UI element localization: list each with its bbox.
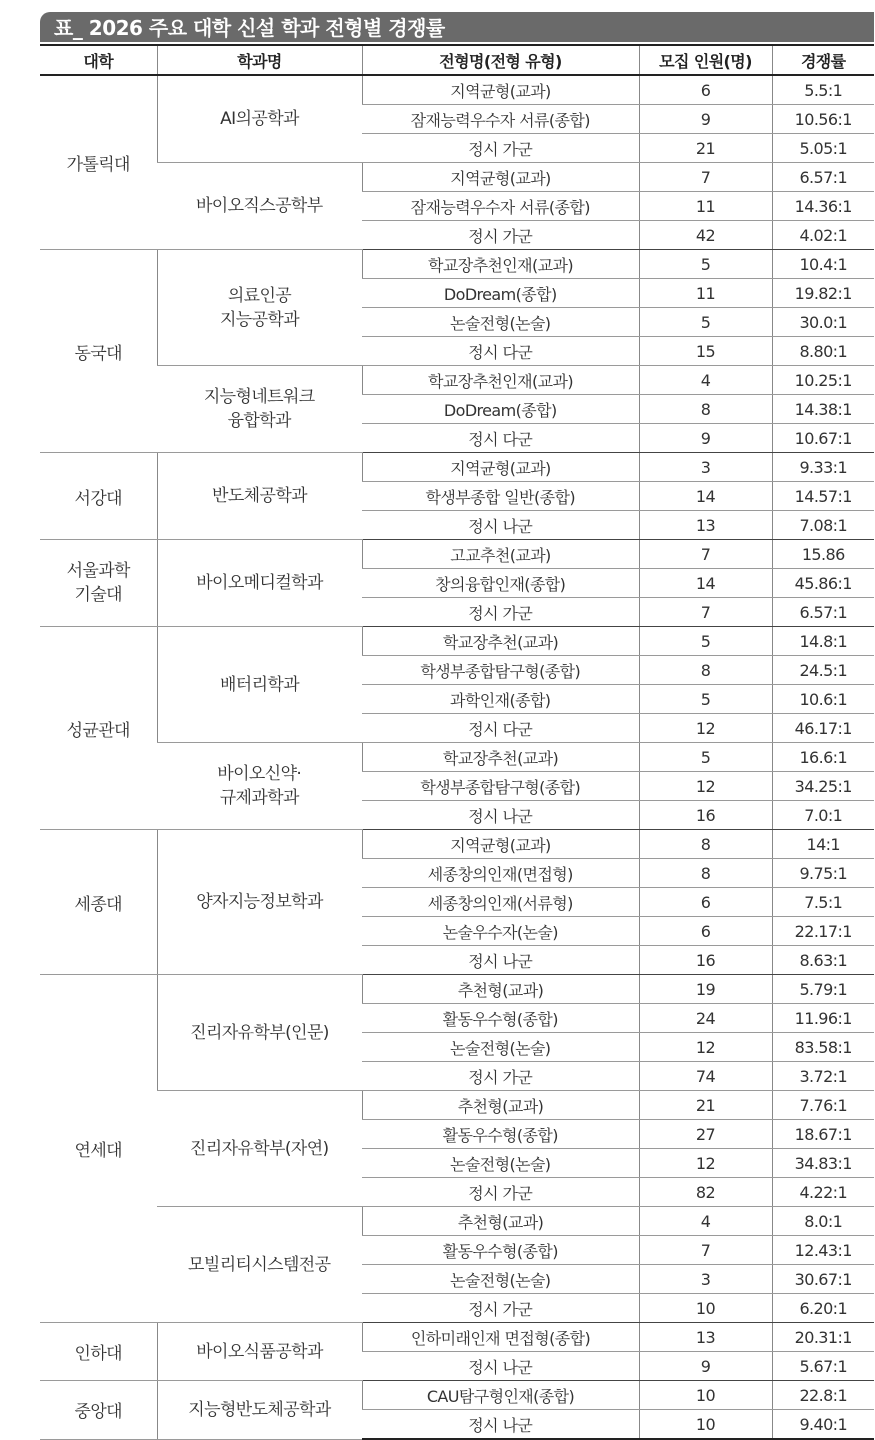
table-row	[40, 163, 874, 192]
quota-cell: 82	[639, 1178, 772, 1207]
quota-cell: 8	[639, 395, 772, 424]
table-row	[40, 975, 874, 1004]
admission-type-cell: 논술전형(논술)	[362, 1149, 639, 1178]
competition-rate-cell: 14.36:1	[772, 192, 874, 221]
competition-rate-cell: 18.67:1	[772, 1120, 874, 1149]
admission-type-cell: 활동우수형(종합)	[362, 1120, 639, 1149]
quota-cell: 74	[639, 1062, 772, 1091]
competition-rate-cell: 24.5:1	[772, 656, 874, 685]
quota-cell: 13	[639, 1323, 772, 1352]
quota-cell: 4	[639, 1207, 772, 1236]
competition-rate-cell: 14.38:1	[772, 395, 874, 424]
table-row	[40, 1381, 874, 1410]
department-name	[157, 1091, 362, 1207]
competition-rate-cell: 10.67:1	[772, 424, 874, 453]
department-name-line: 바이오직스공학부	[195, 196, 323, 216]
department-name-line: 바이오식품공학과	[196, 1341, 323, 1362]
quota-cell: 12	[639, 1033, 772, 1062]
table-row	[40, 743, 874, 772]
admission-type-cell: 세종창의인재(면접형)	[362, 859, 639, 888]
quota-cell: 5	[639, 685, 772, 714]
department-name-line: 바이오신약·	[217, 764, 302, 784]
quota-cell: 13	[639, 511, 772, 540]
competition-rate-cell: 8.63:1	[772, 946, 874, 975]
admission-type-cell: 논술전형(논술)	[362, 308, 639, 337]
competition-rate-cell: 7.08:1	[772, 511, 874, 540]
quota-cell: 21	[639, 1091, 772, 1120]
competition-rate-cell: 19.82:1	[772, 279, 874, 308]
admission-type-cell: 창의융합인재(종합)	[362, 569, 639, 598]
quota-cell: 7	[639, 1236, 772, 1265]
competition-rate-cell: 9.33:1	[772, 453, 874, 482]
competition-rate-cell: 4.22:1	[772, 1178, 874, 1207]
table-row	[40, 1207, 874, 1236]
admission-type-cell: 추천형(교과)	[362, 1091, 639, 1120]
competition-rate-cell: 10.4:1	[772, 250, 874, 279]
competition-rate-cell: 7.5:1	[772, 888, 874, 917]
admission-type-cell: 학교장추천인재(교과)	[362, 366, 639, 395]
admission-type-cell: 논술우수자(논술)	[362, 917, 639, 946]
department-name	[157, 540, 362, 627]
table-row	[40, 453, 874, 482]
university-name-line: 서울과학	[66, 561, 130, 581]
admission-type-cell: 학생부종합탐구형(종합)	[362, 656, 639, 685]
admission-type-cell: 추천형(교과)	[362, 1207, 639, 1236]
university-name	[40, 540, 157, 627]
admission-type-cell: 과학인재(종합)	[362, 685, 639, 714]
admission-type-cell: DoDream(종합)	[362, 279, 639, 308]
admission-type-cell: 정시 가군	[362, 134, 639, 163]
competition-rate-cell: 45.86:1	[772, 569, 874, 598]
competition-rate-cell: 5.79:1	[772, 975, 874, 1004]
admission-type-cell: 지역균형(교과)	[362, 163, 639, 192]
table-row	[40, 75, 874, 105]
competition-rate-cell: 8.80:1	[772, 337, 874, 366]
competition-rate-table	[40, 44, 874, 1440]
competition-rate-cell: 12.43:1	[772, 1236, 874, 1265]
university-name: 인하대	[40, 1323, 157, 1381]
university-name: 서강대	[40, 453, 157, 540]
quota-cell: 3	[639, 453, 772, 482]
competition-rate-cell: 14.57:1	[772, 482, 874, 511]
department-name	[157, 743, 362, 830]
admission-type-cell: 학교장추천인재(교과)	[362, 250, 639, 279]
university-name: 연세대	[40, 975, 157, 1323]
competition-rate-cell: 34.83:1	[772, 1149, 874, 1178]
admission-type-cell: 학교장추천(교과)	[362, 743, 639, 772]
competition-rate-cell: 5.5:1	[772, 75, 874, 105]
competition-rate-cell: 6.20:1	[772, 1294, 874, 1323]
quota-cell: 5	[639, 308, 772, 337]
admission-type-cell: 정시 가군	[362, 1178, 639, 1207]
department-name-line: 지능형반도체공학과	[188, 1399, 331, 1420]
admission-type-cell: 학교장추천(교과)	[362, 627, 639, 656]
header-competition-rate: 경쟁률	[772, 45, 874, 75]
quota-cell: 6	[639, 75, 772, 105]
admission-type-cell: 정시 나군	[362, 1352, 639, 1381]
admission-type-cell: 정시 가군	[362, 221, 639, 250]
department-name-line: 지능공학과	[219, 309, 300, 330]
competition-rate-cell: 7.0:1	[772, 801, 874, 830]
department-name	[157, 163, 362, 250]
competition-rate-cell: 5.05:1	[772, 134, 874, 163]
competition-rate-cell: 46.17:1	[772, 714, 874, 743]
table-body	[40, 75, 874, 1439]
quota-cell: 11	[639, 279, 772, 308]
admission-type-cell: 논술전형(논술)	[362, 1265, 639, 1294]
admission-type-cell: 정시 가군	[362, 1294, 639, 1323]
quota-cell: 10	[639, 1294, 772, 1323]
quota-cell: 8	[639, 859, 772, 888]
admission-type-cell: 정시 가군	[362, 598, 639, 627]
competition-rate-cell: 6.57:1	[772, 598, 874, 627]
header-admission-type: 전형명(전형 유형)	[362, 45, 639, 75]
header-quota: 모집 인원(명)	[639, 45, 772, 75]
university-name: 성균관대	[40, 627, 157, 830]
quota-cell: 8	[639, 656, 772, 685]
competition-rate-cell: 5.67:1	[772, 1352, 874, 1381]
table-row	[40, 540, 874, 569]
competition-rate-cell: 7.76:1	[772, 1091, 874, 1120]
department-name	[157, 1207, 362, 1323]
quota-cell: 11	[639, 192, 772, 221]
table-row	[40, 830, 874, 859]
table-row	[40, 627, 874, 656]
competition-rate-cell: 8.0:1	[772, 1207, 874, 1236]
department-name	[157, 975, 362, 1091]
quota-cell: 5	[639, 743, 772, 772]
admission-type-cell: 정시 다군	[362, 714, 639, 743]
department-name-line: 모빌리티시스템전공	[188, 1254, 331, 1275]
department-name	[157, 366, 362, 453]
quota-cell: 16	[639, 801, 772, 830]
quota-cell: 42	[639, 221, 772, 250]
department-name	[157, 830, 362, 975]
quota-cell: 5	[639, 627, 772, 656]
quota-cell: 8	[639, 830, 772, 859]
admission-type-cell: 고교추천(교과)	[362, 540, 639, 569]
admission-type-cell: 지역균형(교과)	[362, 453, 639, 482]
competition-rate-cell: 30.67:1	[772, 1265, 874, 1294]
quota-cell: 21	[639, 134, 772, 163]
table-row	[40, 250, 874, 279]
quota-cell: 14	[639, 569, 772, 598]
quota-cell: 7	[639, 540, 772, 569]
department-name	[157, 75, 362, 163]
quota-cell: 9	[639, 1352, 772, 1381]
admission-type-cell: 논술전형(논술)	[362, 1033, 639, 1062]
quota-cell: 5	[639, 250, 772, 279]
quota-cell: 4	[639, 366, 772, 395]
competition-rate-cell: 10.25:1	[772, 366, 874, 395]
department-name-line: 의료인공	[227, 285, 292, 306]
admission-type-cell: 인하미래인재 면접형(종합)	[362, 1323, 639, 1352]
quota-cell: 10	[639, 1410, 772, 1440]
department-name-line: 바이오메디컬학과	[196, 573, 323, 593]
department-name-line: 지능형네트워크	[203, 387, 315, 407]
department-name	[157, 453, 362, 540]
quota-cell: 3	[639, 1265, 772, 1294]
competition-rate-cell: 9.40:1	[772, 1410, 874, 1440]
admission-type-cell: 지역균형(교과)	[362, 830, 639, 859]
admission-type-cell: 추천형(교과)	[362, 975, 639, 1004]
competition-rate-cell: 14:1	[772, 830, 874, 859]
competition-rate-cell: 15.86	[772, 540, 874, 569]
quota-cell: 12	[639, 1149, 772, 1178]
admission-type-cell: 정시 나군	[362, 511, 639, 540]
university-name: 세종대	[40, 830, 157, 975]
competition-rate-cell: 83.58:1	[772, 1033, 874, 1062]
admission-type-cell: 정시 다군	[362, 337, 639, 366]
admission-type-cell: 학생부종합탐구형(종합)	[362, 772, 639, 801]
competition-rate-cell: 14.8:1	[772, 627, 874, 656]
admission-type-cell: 활동우수형(종합)	[362, 1236, 639, 1265]
quota-cell: 6	[639, 888, 772, 917]
quota-cell: 12	[639, 714, 772, 743]
quota-cell: 19	[639, 975, 772, 1004]
quota-cell: 9	[639, 424, 772, 453]
competition-rate-cell: 11.96:1	[772, 1004, 874, 1033]
admission-type-cell: 학생부종합 일반(종합)	[362, 482, 639, 511]
quota-cell: 15	[639, 337, 772, 366]
university-name: 동국대	[40, 250, 157, 453]
competition-rate-cell: 9.75:1	[772, 859, 874, 888]
table-title: 표_ 2026 주요 대학 신설 학과 전형별 경쟁률	[40, 12, 874, 42]
department-name-line: 규제과학과	[219, 788, 299, 808]
admission-type-cell: 정시 나군	[362, 801, 639, 830]
competition-rate-cell: 4.02:1	[772, 221, 874, 250]
competition-rate-cell: 30.0:1	[772, 308, 874, 337]
quota-cell: 7	[639, 163, 772, 192]
department-name-line: 융합학과	[227, 411, 291, 431]
university-name: 중앙대	[40, 1381, 157, 1440]
admission-type-cell: 잠재능력우수자 서류(종합)	[362, 105, 639, 134]
competition-rate-cell: 20.31:1	[772, 1323, 874, 1352]
quota-cell: 27	[639, 1120, 772, 1149]
department-name	[157, 1323, 362, 1381]
department-name-line: AI의공학과	[220, 109, 299, 129]
admission-type-cell: 잠재능력우수자 서류(종합)	[362, 192, 639, 221]
department-name-line: 진리자유학부(인문)	[190, 1022, 329, 1043]
quota-cell: 14	[639, 482, 772, 511]
department-name	[157, 250, 362, 366]
department-name-line: 진리자유학부(자연)	[189, 1138, 329, 1159]
competition-rate-cell: 22.8:1	[772, 1381, 874, 1410]
header-university: 대학	[40, 45, 157, 75]
table-row	[40, 1091, 874, 1120]
quota-cell: 12	[639, 772, 772, 801]
department-name-line: 양자지능정보학과	[196, 892, 323, 912]
table-row	[40, 1323, 874, 1352]
admission-type-cell: 정시 다군	[362, 424, 639, 453]
department-name-line: 반도체공학과	[212, 486, 307, 506]
admission-type-cell: 세종창의인재(서류형)	[362, 888, 639, 917]
competition-rate-cell: 10.56:1	[772, 105, 874, 134]
quota-cell: 24	[639, 1004, 772, 1033]
competition-rate-cell: 16.6:1	[772, 743, 874, 772]
admission-type-cell: DoDream(종합)	[362, 395, 639, 424]
admission-type-cell: 정시 가군	[362, 1062, 639, 1091]
competition-rate-cell: 22.17:1	[772, 917, 874, 946]
competition-rate-cell: 34.25:1	[772, 772, 874, 801]
department-name	[157, 627, 362, 743]
header-department: 학과명	[157, 45, 362, 75]
admission-type-cell: 활동우수형(종합)	[362, 1004, 639, 1033]
department-name	[157, 1381, 362, 1440]
quota-cell: 7	[639, 598, 772, 627]
admission-type-cell: 정시 나군	[362, 946, 639, 975]
admission-type-cell: 정시 나군	[362, 1410, 639, 1440]
quota-cell: 16	[639, 946, 772, 975]
department-name-line: 배터리학과	[219, 674, 300, 695]
university-name: 가톨릭대	[40, 75, 157, 250]
university-name-line: 기술대	[74, 585, 122, 605]
competition-rate-cell: 6.57:1	[772, 163, 874, 192]
competition-rate-cell: 3.72:1	[772, 1062, 874, 1091]
quota-cell: 10	[639, 1381, 772, 1410]
quota-cell: 9	[639, 105, 772, 134]
header-row	[40, 45, 874, 75]
admission-type-cell: CAU탐구형인재(종합)	[362, 1381, 639, 1410]
table-row	[40, 366, 874, 395]
quota-cell: 6	[639, 917, 772, 946]
admission-type-cell: 지역균형(교과)	[362, 75, 639, 105]
competition-rate-cell: 10.6:1	[772, 685, 874, 714]
